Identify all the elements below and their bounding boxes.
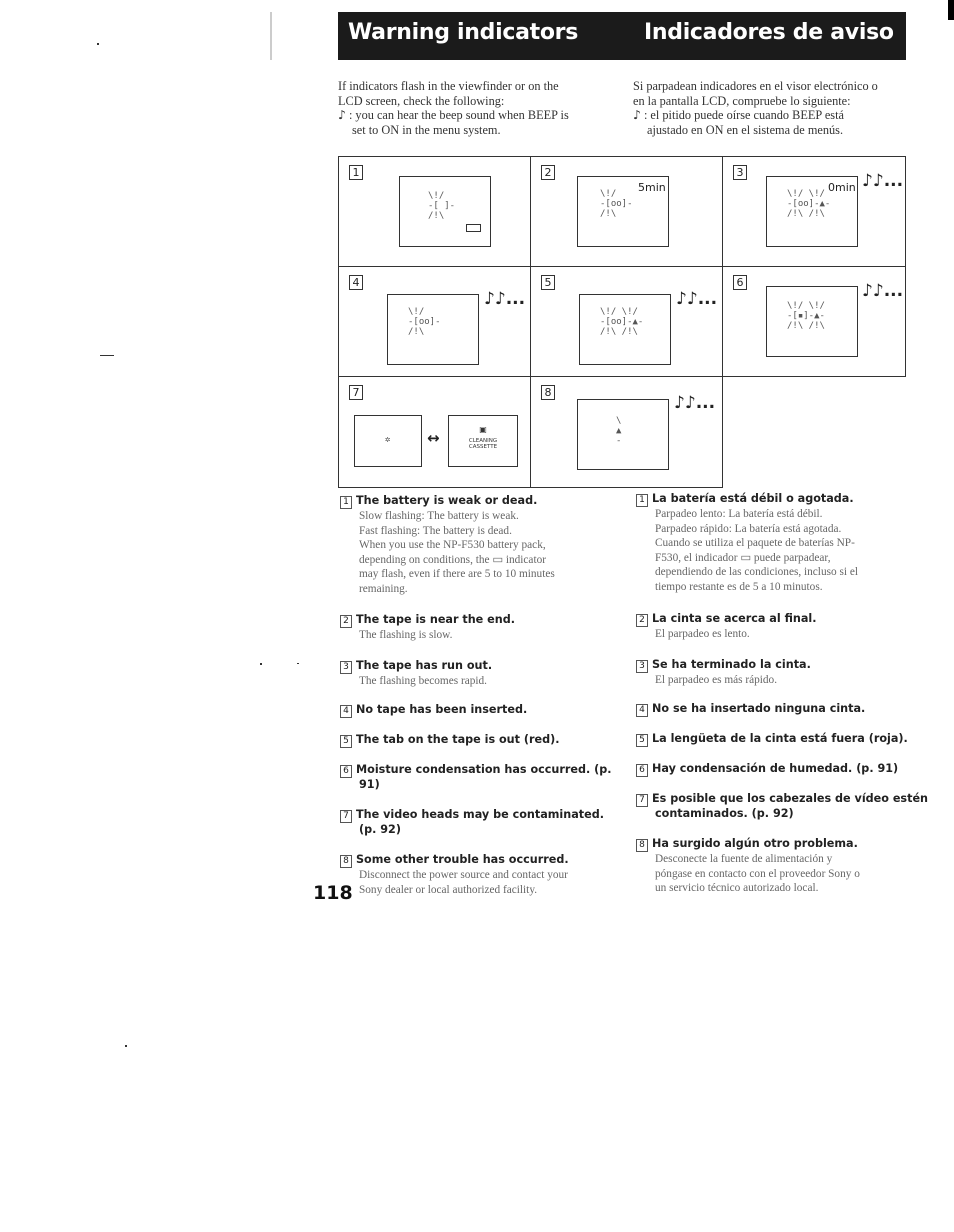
item-title-text: The video heads may be contaminated.	[356, 808, 604, 821]
lcd-screen	[399, 176, 491, 247]
warning-item	[340, 613, 620, 643]
warning-item-title	[340, 613, 620, 628]
warning-item	[636, 762, 936, 777]
item-title-text: Moisture condensation has occurred. (p.	[356, 763, 612, 776]
intro-en-line: LCD screen, check the following:	[338, 93, 505, 108]
item-title-cont: (p. 92)	[359, 823, 401, 836]
panel-2	[530, 156, 723, 267]
item-description	[340, 509, 620, 596]
item-number: 6	[340, 765, 352, 778]
item-number: 3	[340, 661, 352, 674]
panel-3	[722, 156, 906, 267]
tape-remaining-label: 5min	[638, 181, 666, 194]
item-description-line: Slow flashing: The battery is weak.	[359, 510, 519, 522]
warning-item-title	[340, 703, 620, 718]
warning-item	[636, 792, 936, 821]
item-description-line: póngase en contacto con el proveedor Sony o	[655, 867, 860, 880]
warning-item-title	[636, 612, 936, 627]
page-edge-mark	[948, 0, 954, 20]
item-description-line: The flashing is slow.	[359, 629, 453, 641]
item-title-cont: contaminados. (p. 92)	[655, 807, 794, 820]
scan-speck	[270, 12, 272, 60]
item-description-line: depending on conditions, the ▭ indicator	[359, 553, 546, 566]
intro-es-line: en la pantalla LCD, compruebe lo siguiente:	[633, 93, 851, 108]
item-title-cont: 91)	[359, 778, 380, 791]
warning-item	[636, 702, 936, 717]
warning-item	[340, 853, 620, 897]
item-title-text: Ha surgido algún otro problema.	[652, 837, 858, 850]
item-title-text: Some other trouble has occurred.	[356, 853, 569, 866]
cleaning-cassette-icon: ▣	[479, 425, 487, 434]
item-description-line: remaining.	[359, 582, 408, 595]
lcd-screen	[577, 399, 669, 470]
section-header	[338, 12, 906, 60]
lcd-screen	[577, 176, 669, 247]
indicator-panel-grid	[338, 156, 906, 488]
warning-item-title	[340, 659, 620, 674]
item-title-text: The tab on the tape is out (red).	[356, 733, 560, 746]
warning-item	[340, 659, 620, 689]
lcd-screen	[579, 294, 671, 365]
item-description	[340, 628, 620, 643]
panel-number: 3	[733, 165, 747, 180]
item-description	[636, 673, 936, 688]
item-description	[636, 507, 936, 594]
warning-item-title	[340, 853, 620, 868]
condensation-flash-icon: \!/ \!/ -[▪]-▲- /!\ /!\	[787, 301, 825, 331]
item-number: 1	[340, 496, 352, 509]
intro-en-line: If indicators flash in the viewfinder or on the	[338, 79, 559, 93]
intro-es-note2: ajustado en ON en el sistema de menús.	[647, 122, 844, 137]
warning-item	[636, 492, 936, 594]
cassette-flash-icon: \!/ -[oo]- /!\	[600, 189, 633, 219]
scan-speck	[125, 1045, 127, 1047]
scan-speck	[100, 355, 114, 356]
warning-item-title	[636, 702, 936, 717]
warning-item-title	[636, 492, 936, 507]
warning-item-title	[340, 763, 620, 778]
warning-item	[340, 763, 620, 792]
panel-7	[338, 376, 531, 488]
item-title-text: The battery is weak or dead.	[356, 494, 538, 507]
item-number: 8	[636, 839, 648, 852]
intro-es	[633, 79, 913, 137]
item-description-line: dependiendo de las condiciones, incluso si el	[655, 566, 858, 578]
header-title-en: Warning indicators	[348, 20, 579, 45]
intro-en-note: : you can hear the beep sound when BEEP is	[348, 108, 569, 122]
item-title-text: The tape is near the end.	[356, 613, 515, 626]
panel-4	[338, 266, 531, 377]
item-number: 6	[636, 764, 648, 777]
swap-arrow-icon: ↔	[427, 429, 440, 447]
panel-number: 6	[733, 275, 747, 290]
warning-item-title	[636, 658, 936, 673]
item-description-line: may flash, even if there are 5 to 10 minutes	[359, 568, 555, 580]
item-description-line: El parpadeo es más rápido.	[655, 674, 778, 686]
item-number: 7	[340, 810, 352, 823]
item-description	[340, 674, 620, 689]
intro-en	[338, 79, 613, 137]
lcd-screen	[354, 415, 422, 467]
item-description-line: Sony dealer or local authorized facility.	[359, 883, 538, 896]
item-title-text: Hay condensación de humedad. (p. 91)	[652, 762, 899, 775]
battery-flash-icon: \!/ -[ ]- /!\	[428, 191, 456, 221]
warning-item-title	[636, 837, 936, 852]
panel-6	[722, 266, 906, 377]
item-number: 7	[636, 794, 648, 807]
intro-en-note2: set to ON in the menu system.	[352, 122, 501, 137]
warning-item	[636, 658, 936, 688]
warning-item-title	[636, 792, 936, 807]
cassette-eject-flash-icon: \!/ \!/ -[oo]-▲- /!\ /!\	[600, 307, 644, 337]
item-description-line: F530, el indicador ▭ puede parpadear,	[655, 551, 831, 564]
warning-item	[636, 732, 936, 747]
panel-number: 4	[349, 275, 363, 290]
panel-number: 2	[541, 165, 555, 180]
item-title-text: La cinta se acerca al final.	[652, 612, 817, 625]
item-description	[636, 852, 936, 896]
item-title-text: La lengüeta de la cinta está fuera (roja).	[652, 732, 908, 745]
item-number: 4	[636, 704, 648, 717]
item-description-line: When you use the NP-F530 battery pack,	[359, 539, 546, 551]
item-number: 5	[636, 734, 648, 747]
item-number: 5	[340, 735, 352, 748]
item-description-line: The flashing becomes rapid.	[359, 675, 487, 687]
panel-1	[338, 156, 531, 267]
item-title-text: The tape has run out.	[356, 659, 493, 672]
beep-note-icon: ♪	[338, 108, 346, 122]
warning-item-title	[636, 732, 936, 747]
tape-remaining-label: 0min	[828, 181, 856, 194]
item-number: 2	[340, 615, 352, 628]
warning-item	[340, 733, 620, 748]
item-description-line: Fast flashing: The battery is dead.	[359, 524, 512, 537]
item-number: 3	[636, 660, 648, 673]
warning-item	[340, 703, 620, 718]
warning-item	[636, 612, 936, 642]
item-description-line: El parpadeo es lento.	[655, 628, 750, 640]
item-description-line: Parpadeo lento: La batería está débil.	[655, 508, 823, 520]
item-title-text: La batería está débil o agotada.	[652, 492, 854, 505]
warning-item	[636, 837, 936, 896]
lcd-screen	[387, 294, 479, 365]
scan-speck	[260, 663, 262, 665]
item-title-text: Es posible que los cabezales de vídeo estén	[652, 792, 928, 805]
item-number: 8	[340, 855, 352, 868]
warning-item	[340, 494, 620, 596]
item-description	[636, 627, 936, 642]
panel-number: 5	[541, 275, 555, 290]
panel-number: 1	[349, 165, 363, 180]
warning-item-title	[340, 494, 620, 509]
item-description-line: un servicio técnico autorizado local.	[655, 882, 819, 894]
cleaning-cassette-label: CLEANING CASSETTE	[468, 438, 498, 450]
battery-icon	[466, 224, 481, 232]
item-description	[340, 868, 620, 897]
lcd-screen	[448, 415, 518, 467]
eject-flash-icon: \ ▲ -	[616, 416, 622, 446]
scan-speck	[297, 663, 299, 664]
item-title-text: No tape has been inserted.	[356, 703, 528, 716]
cassette-flash-icon: \!/ -[oo]- /!\	[408, 307, 441, 337]
panel-5	[530, 266, 723, 377]
page-number: 118	[313, 882, 353, 904]
lcd-screen	[766, 176, 858, 247]
item-description-line: Cuando se utiliza el paquete de baterías NP-	[655, 537, 855, 549]
panel-number: 8	[541, 385, 555, 400]
header-title-es: Indicadores de aviso	[644, 20, 894, 45]
head-clean-flash-icon: ✲	[385, 435, 391, 445]
warning-item	[340, 808, 620, 837]
beep-note-icon: ♪	[633, 108, 641, 122]
item-description-line: tiempo restante es de 5 a 10 minutos.	[655, 580, 823, 593]
panel-8	[530, 376, 723, 488]
item-number: 1	[636, 494, 648, 507]
item-description-line: Disconnect the power source and contact your	[359, 869, 568, 881]
intro-es-line: Si parpadean indicadores en el visor electrónico o	[633, 79, 878, 93]
cassette-eject-flash-icon: \!/ \!/ -[oo]-▲- /!\ /!\	[787, 189, 831, 219]
intro-es-note: : el pitido puede oírse cuando BEEP está	[643, 108, 844, 122]
beep-indicator-icon: ♪♪...	[862, 171, 904, 191]
beep-indicator-icon: ♪♪...	[676, 289, 718, 309]
item-description-line: Parpadeo rápido: La batería está agotada.	[655, 522, 842, 535]
scan-speck	[97, 43, 99, 45]
warning-item-title	[340, 733, 620, 748]
item-number: 2	[636, 614, 648, 627]
beep-indicator-icon: ♪♪...	[674, 393, 716, 413]
item-title-text: No se ha insertado ninguna cinta.	[652, 702, 866, 715]
item-number: 4	[340, 705, 352, 718]
beep-indicator-icon: ♪♪...	[862, 281, 904, 301]
warning-item-title	[340, 808, 620, 823]
panel-number: 7	[349, 385, 363, 400]
item-description-line: Desconecte la fuente de alimentación y	[655, 853, 833, 865]
beep-indicator-icon: ♪♪...	[484, 289, 526, 309]
lcd-screen	[766, 286, 858, 357]
item-title-text: Se ha terminado la cinta.	[652, 658, 811, 671]
warning-item-title	[636, 762, 936, 777]
